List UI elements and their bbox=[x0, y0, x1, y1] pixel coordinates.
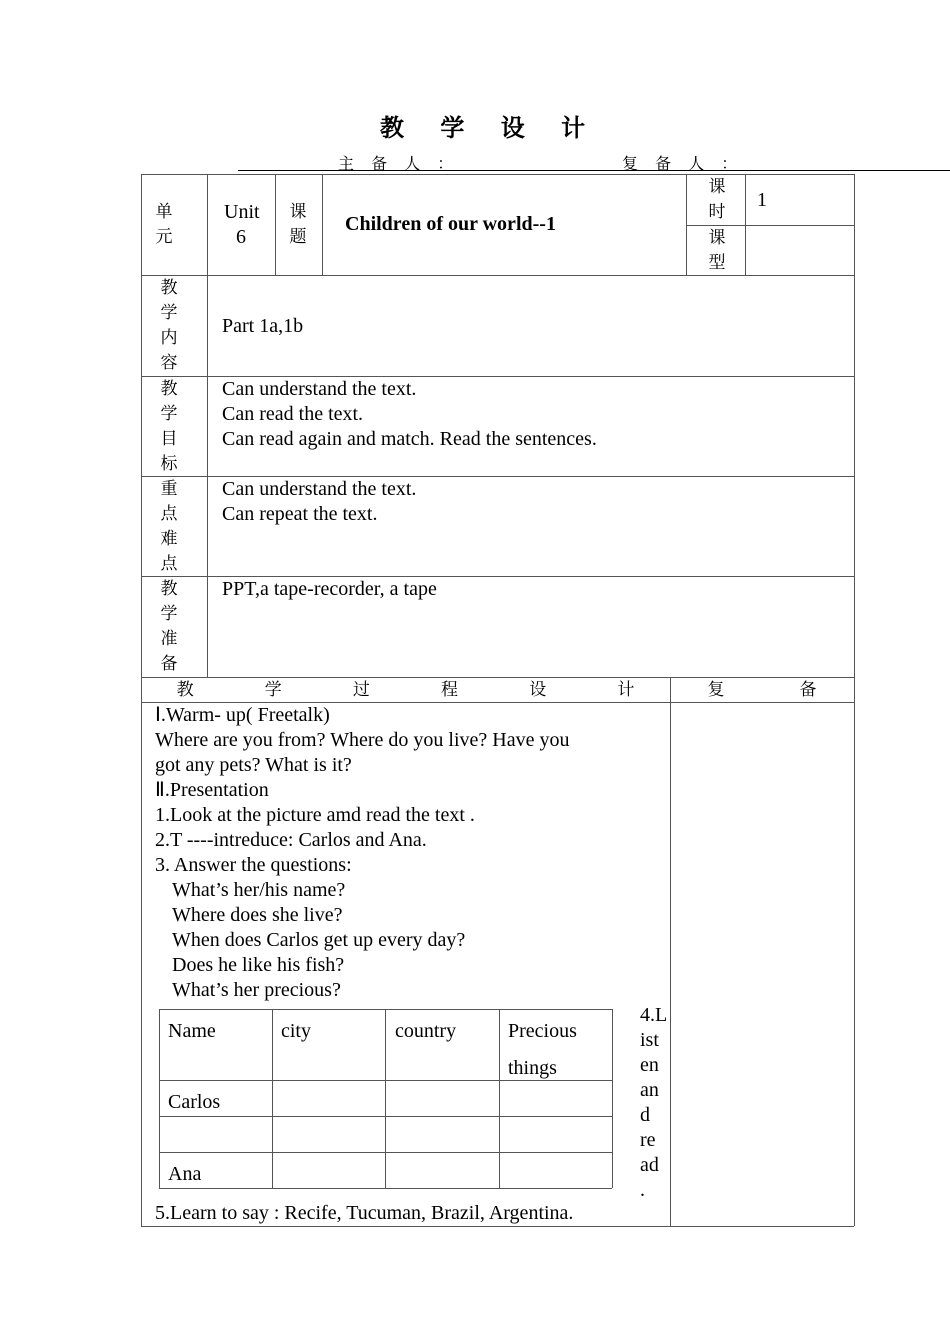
main-preparer-label: 主 备 人 ： bbox=[338, 154, 460, 173]
process-line: 1.Look at the picture amd read the text . bbox=[155, 804, 475, 826]
objective-line: Can read the text. bbox=[222, 403, 364, 425]
table-cell: Carlos bbox=[168, 1091, 221, 1113]
type-label: 课型 bbox=[708, 228, 726, 273]
table-header-country: country bbox=[395, 1020, 457, 1042]
process-header bbox=[141, 678, 670, 702]
objective-line: Can read again and match. Read the sentences. bbox=[222, 428, 597, 450]
review-header bbox=[670, 678, 854, 702]
key-point-line: Can repeat the text. bbox=[222, 503, 378, 525]
table-cell: Ana bbox=[168, 1163, 202, 1185]
question-line: When does Carlos get up every day? bbox=[172, 929, 466, 951]
question-line: Where does she live? bbox=[172, 904, 343, 926]
step4-fragment: 4.L bbox=[640, 1004, 668, 1026]
table-header-city: city bbox=[281, 1020, 311, 1042]
step4-fragment: . bbox=[640, 1179, 645, 1201]
step4-fragment: ist bbox=[640, 1029, 659, 1051]
content-line: Part 1a,1b bbox=[222, 315, 304, 337]
process-line: 3. Answer the questions: bbox=[155, 854, 352, 876]
table-header-name: Name bbox=[168, 1020, 216, 1042]
review-preparer-label: 复 备 人 ： bbox=[622, 154, 744, 173]
preparation-label: 教学准备 bbox=[160, 579, 178, 674]
process-header-char: 过 bbox=[352, 680, 370, 700]
process-header-char: 学 bbox=[264, 680, 282, 700]
period-label: 课时 bbox=[708, 177, 726, 222]
process-header-char: 教 bbox=[176, 680, 194, 700]
question-line: What’s her/his name? bbox=[172, 879, 346, 901]
step4-fragment: ad bbox=[640, 1154, 659, 1176]
question-line: What’s her precious? bbox=[172, 979, 341, 1001]
process-header-char: 计 bbox=[617, 680, 635, 700]
content-label: 教学内容 bbox=[160, 278, 178, 373]
objective-line: Can understand the text. bbox=[222, 378, 417, 400]
unit-value-line2: 6 bbox=[236, 226, 246, 248]
key-points-label: 重点难点 bbox=[160, 479, 178, 574]
topic-label: 课题 bbox=[289, 202, 307, 247]
review-header-char: 复 bbox=[707, 680, 725, 700]
step5-line: 5.Learn to say : Recife, Tucuman, Brazil, Argentina. bbox=[155, 1202, 574, 1224]
unit-value-line1: Unit bbox=[224, 201, 260, 223]
step4-listen-and-read bbox=[640, 1003, 667, 1203]
step4-fragment: re bbox=[640, 1129, 656, 1151]
process-line: 2.T ----intreduce: Carlos and Ana. bbox=[155, 829, 427, 851]
process-line: Where are you from? Where do you live? Have you bbox=[155, 729, 570, 751]
process-line: Ⅱ.Presentation bbox=[155, 779, 269, 801]
process-header-char: 程 bbox=[441, 680, 459, 700]
step4-fragment: en bbox=[640, 1054, 659, 1076]
review-header-char: 备 bbox=[799, 680, 817, 700]
process-line: Ⅰ.Warm- up( Freetalk) bbox=[155, 704, 330, 726]
unit-label: 单元 bbox=[155, 202, 173, 247]
process-header-char: 设 bbox=[529, 680, 547, 700]
process-line: got any pets? What is it? bbox=[155, 754, 352, 776]
question-line: Does he like his fish? bbox=[172, 954, 345, 976]
process-lines bbox=[155, 703, 569, 1003]
signature-line bbox=[238, 170, 950, 171]
objectives-label: 教学目标 bbox=[160, 379, 178, 474]
step4-fragment: an bbox=[640, 1079, 659, 1101]
step4-fragment: d bbox=[640, 1104, 650, 1126]
page-title: 教 学 设 计 bbox=[380, 114, 600, 142]
preparation-line: PPT,a tape-recorder, a tape bbox=[222, 578, 437, 600]
topic-value: Children of our world--1 bbox=[345, 213, 556, 235]
table-header-precious: Precious things bbox=[508, 1020, 577, 1079]
period-value: 1 bbox=[757, 189, 767, 211]
key-point-line: Can understand the text. bbox=[222, 478, 417, 500]
